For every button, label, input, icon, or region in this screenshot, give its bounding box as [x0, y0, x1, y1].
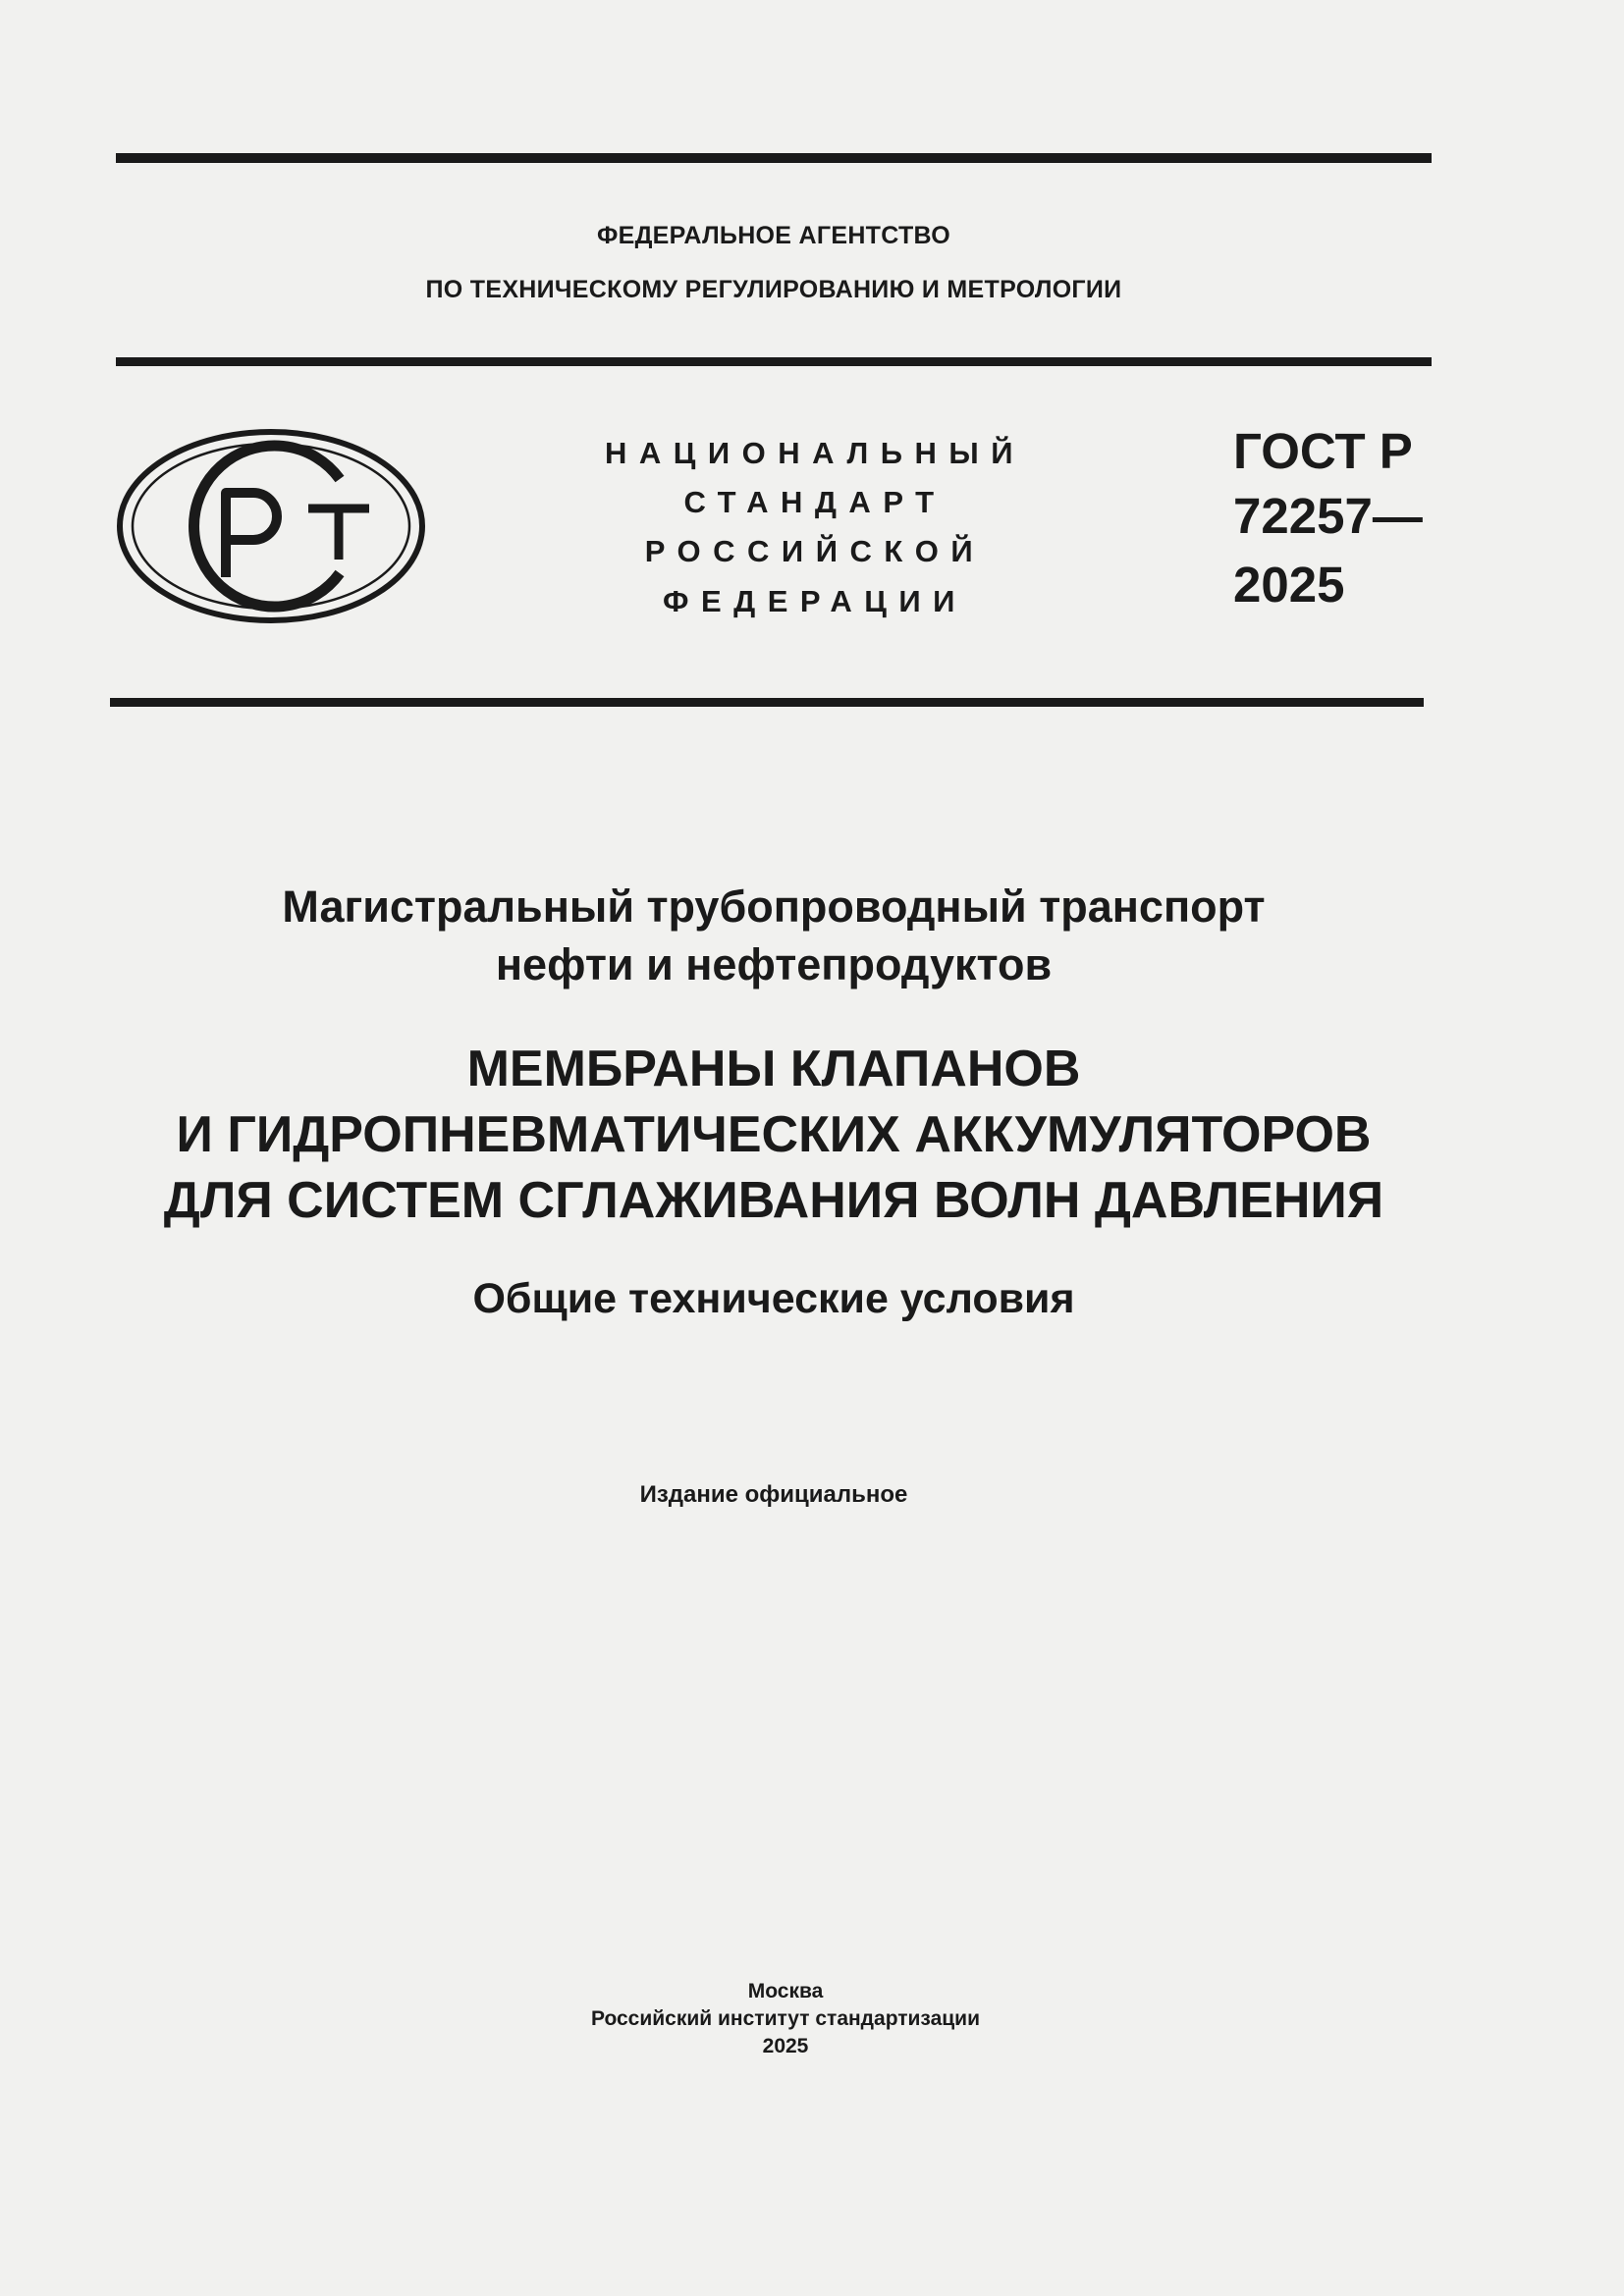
standard-designation-line-3: 2025	[1233, 557, 1345, 613]
agency-name-line-2: ПО ТЕХНИЧЕСКОМУ РЕГУЛИРОВАНИЮ И МЕТРОЛОГИИ	[425, 276, 1122, 303]
bottom-rule	[110, 698, 1424, 707]
edition-note: Издание официальное	[639, 1481, 908, 1508]
top-rule	[116, 153, 1432, 163]
main-title-line-1: МЕМБРАНЫ КЛАПАНОВ	[466, 1041, 1081, 1097]
publisher-city: Москва	[747, 1980, 824, 2002]
main-title-line-3: ДЛЯ СИСТЕМ СГЛАЖИВАНИЯ ВОЛН ДАВЛЕНИЯ	[163, 1172, 1384, 1229]
general-title-line-2: нефти и нефтепродуктов	[495, 939, 1053, 989]
standard-type-line-1: НАЦИОНАЛЬНЫЙ	[604, 436, 1026, 470]
middle-rule	[116, 357, 1432, 366]
part-title: Общие технические условия	[472, 1275, 1075, 1322]
standard-designation-line-2: 72257—	[1233, 488, 1423, 544]
standard-type-line-4: ФЕДЕРАЦИИ	[663, 584, 967, 618]
agency-name-line-1: ФЕДЕРАЛЬНОЕ АГЕНТСТВО	[596, 222, 951, 249]
standard-type-line-2: СТАНДАРТ	[683, 485, 947, 519]
publisher-organization: Российский институт стандартизации	[590, 2007, 981, 2030]
rst-certification-mark-icon	[116, 428, 426, 624]
standard-designation-line-1: ГОСТ Р	[1233, 423, 1413, 479]
publication-year: 2025	[762, 2035, 809, 2057]
standard-type-line-3: РОССИЙСКОЙ	[644, 534, 986, 568]
general-title-line-1: Магистральный трубопроводный транспорт	[282, 881, 1266, 932]
main-title-line-2: И ГИДРОПНЕВМАТИЧЕСКИХ АККУМУЛЯТОРОВ	[176, 1106, 1372, 1163]
